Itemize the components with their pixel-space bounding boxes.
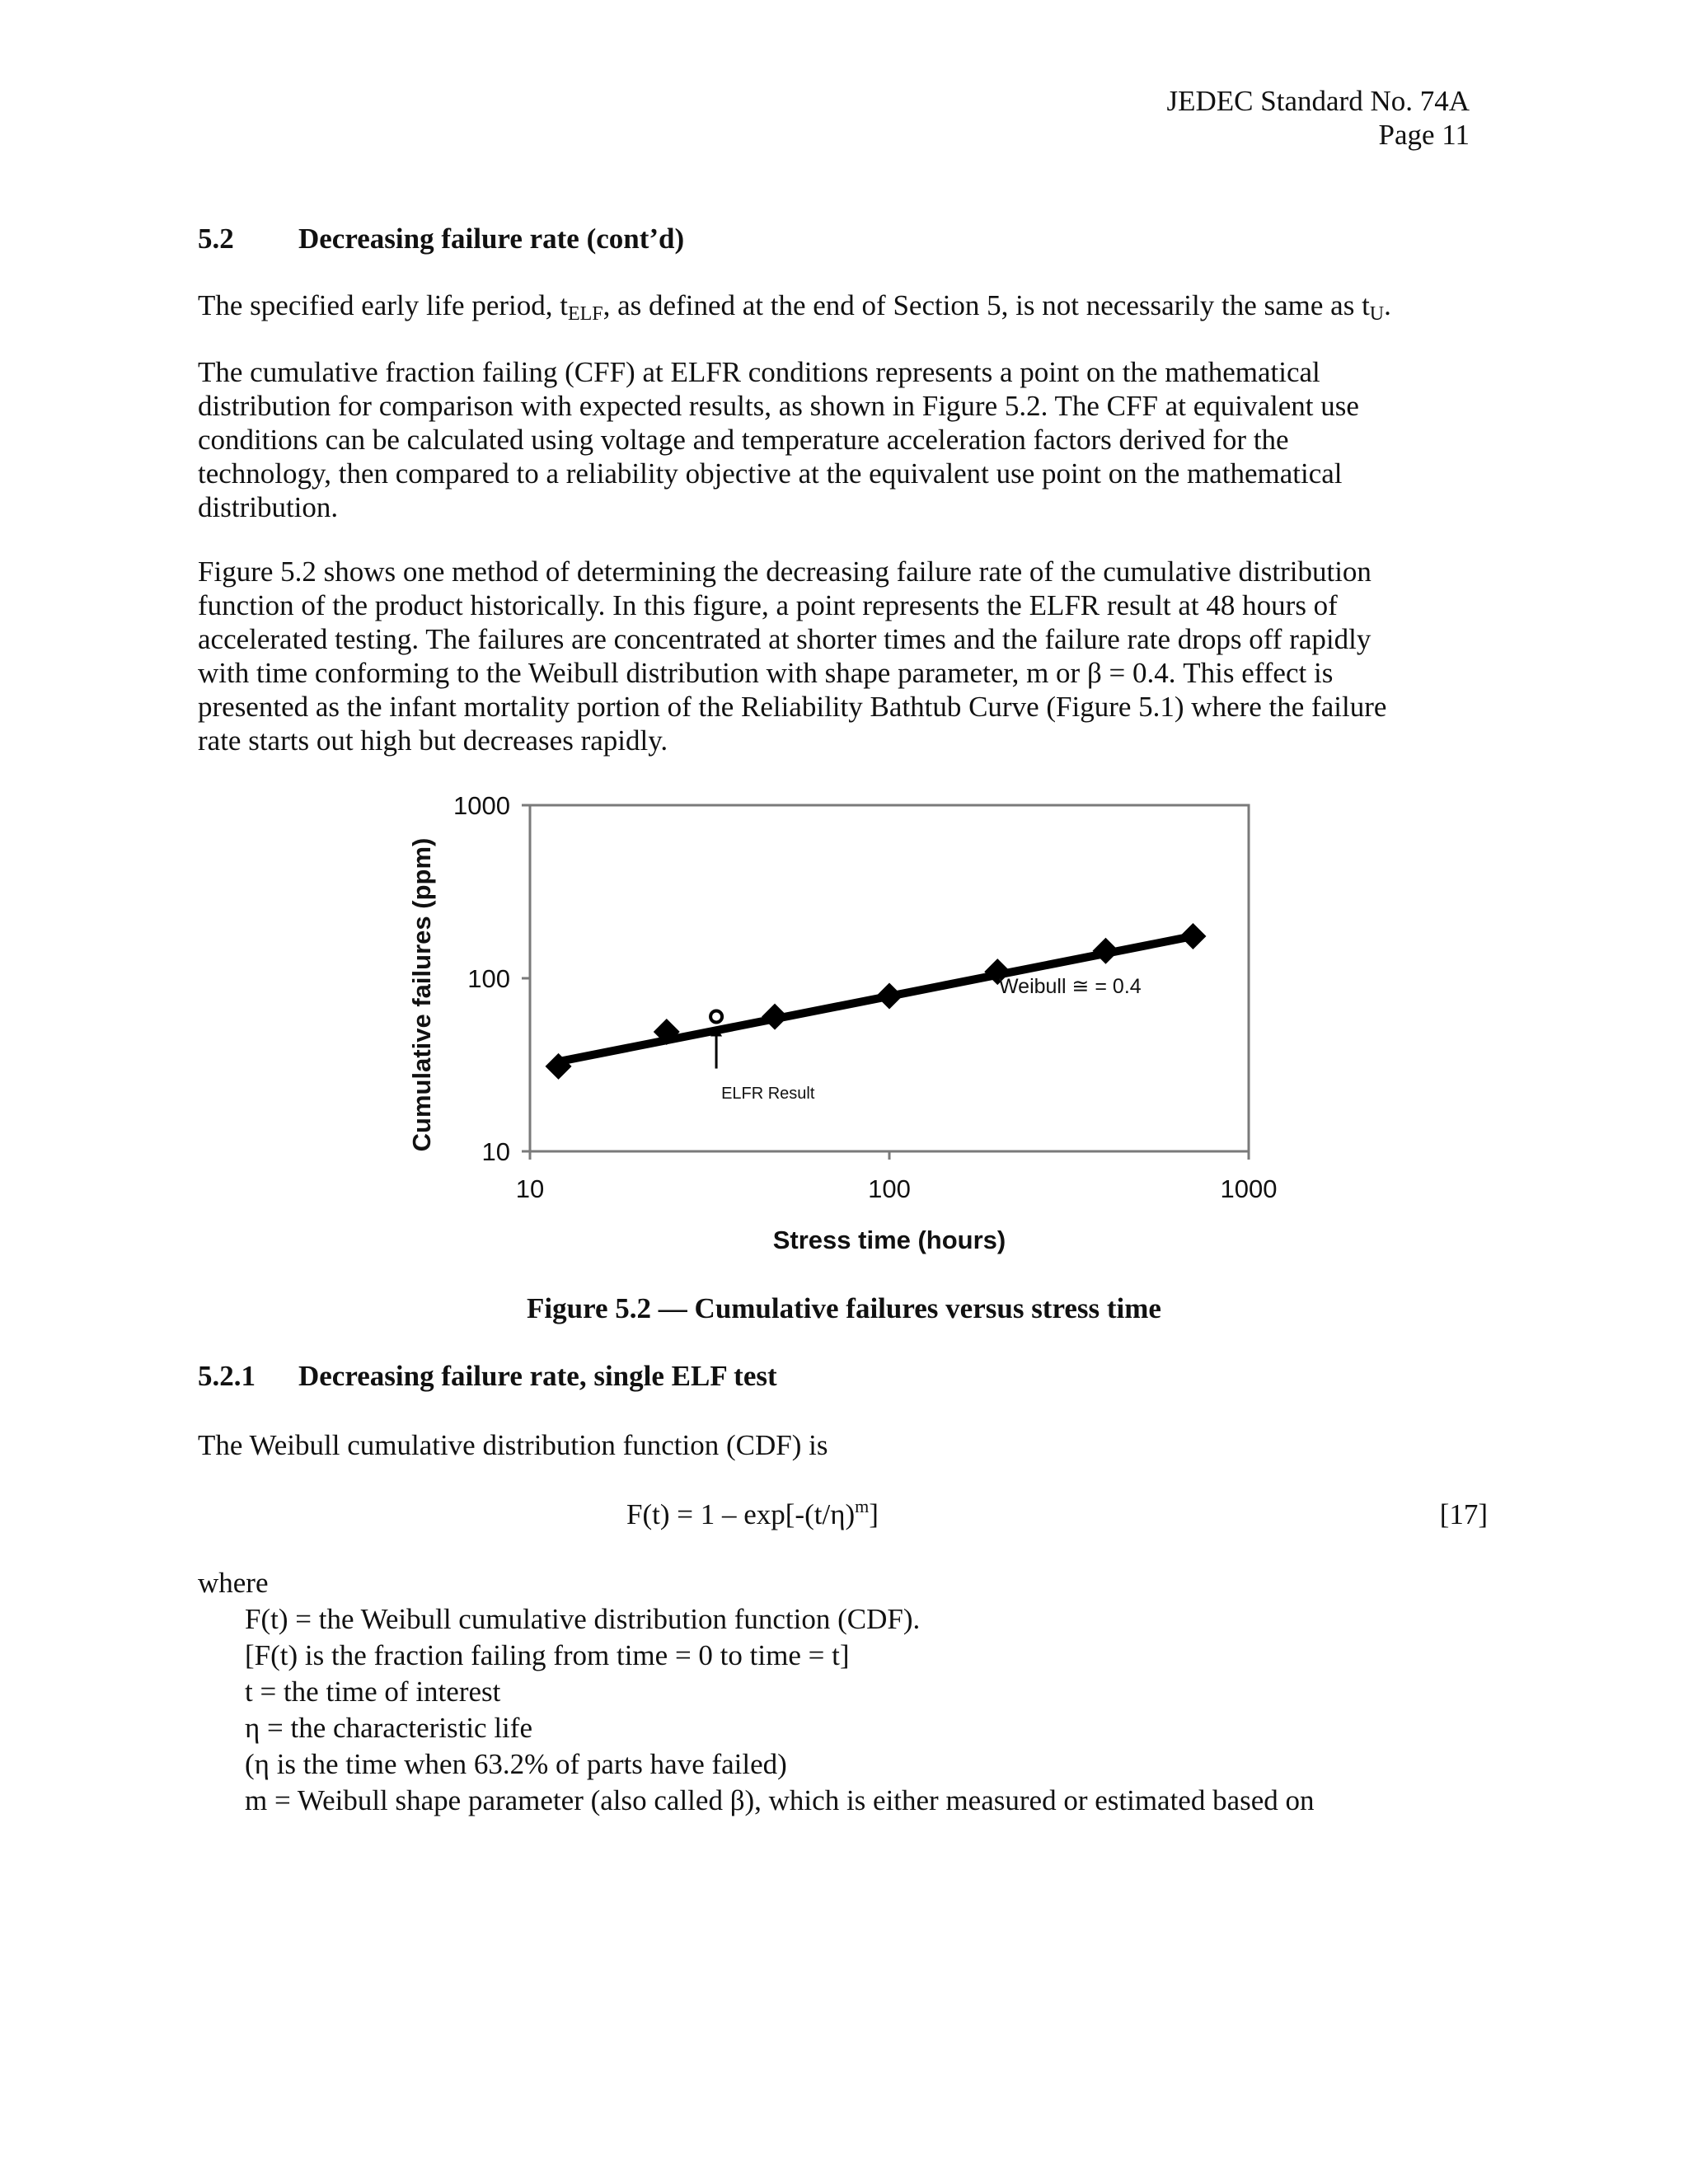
formula-base: F(t) = 1 – exp[-(t/η) <box>626 1498 856 1530</box>
section-heading-5-2 <box>198 223 684 255</box>
weibull-annotation: Weibull ≅ = 0.4 <box>999 975 1142 999</box>
definition-item: F(t) = the Weibull cumulative distribution function (CDF). <box>245 1603 921 1635</box>
paragraph-figure-description <box>198 555 1484 757</box>
para3-line: with time conforming to the Weibull distribution with shape parameter, m or β = 0.4. This effect is <box>198 657 1334 689</box>
para2-line: The cumulative fraction failing (CFF) at ELFR conditions represents a point on the mathematical <box>198 356 1320 388</box>
section-title: Decreasing failure rate, single ELF test <box>298 1360 777 1392</box>
definition-item: η = the characteristic life <box>245 1712 532 1744</box>
equation-number: [17] <box>1439 1498 1488 1530</box>
para2-line: distribution for comparison with expected results, as shown in Figure 5.2. The CFF at equivalent use <box>198 390 1359 422</box>
para3-line: function of the product historically. In this figure, a point represents the ELFR result at 48 hours of <box>198 589 1338 621</box>
figure-5-2-chart <box>396 791 1319 1277</box>
y-axis-title: Cumulative failures (ppm) <box>407 837 436 1152</box>
definitions-list <box>245 1601 1315 1819</box>
formula-exponent: m <box>855 1496 870 1516</box>
standard-number: JEDEC Standard No. 74A <box>1166 85 1470 117</box>
y-tick-label: 10 <box>481 1137 510 1166</box>
para2-line: technology, then compared to a reliability objective at the equivalent use point on the mathematical <box>198 457 1343 490</box>
chart-svg <box>396 791 1319 1277</box>
section-number: 5.2 <box>198 223 234 255</box>
para1-text-b: , as defined at the end of Section 5, is not necessarily the same as t <box>603 289 1370 321</box>
para2-line: distribution. <box>198 491 339 523</box>
definition-item: t = the time of interest <box>245 1675 501 1708</box>
figure-caption: Figure 5.2 — Cumulative failures versus stress time <box>527 1292 1161 1324</box>
formula-tail: ] <box>869 1498 879 1530</box>
elfr-result-label: ELFR Result <box>721 1085 815 1104</box>
y-tick-label: 100 <box>467 964 510 993</box>
para3-line: accelerated testing. The failures are concentrated at shorter times and the failure rate drops off rapidly <box>198 623 1372 655</box>
section-heading-5-2-1 <box>198 1360 777 1393</box>
paragraph-cff <box>198 355 1484 524</box>
x-tick-label: 100 <box>868 1174 911 1203</box>
para3-line: Figure 5.2 shows one method of determining the decreasing failure rate of the cumulative distribution <box>198 555 1372 588</box>
page-number: Page 11 <box>1378 119 1470 151</box>
section-number: 5.2.1 <box>198 1360 256 1392</box>
para2-line: conditions can be calculated using voltage and temperature acceleration factors derived for the <box>198 424 1289 456</box>
where-label: where <box>198 1567 269 1599</box>
para1-text-c: . <box>1384 289 1391 321</box>
cdf-intro: The Weibull cumulative distribution function (CDF) is <box>198 1429 828 1461</box>
definition-item: [F(t) is the fraction failing from time = 0 to time = t] <box>245 1639 850 1671</box>
x-axis <box>516 1151 1278 1203</box>
weibull-cdf-formula <box>626 1498 879 1531</box>
x-tick-label: 1000 <box>1220 1174 1278 1203</box>
y-axis <box>453 791 530 1166</box>
section-title: Decreasing failure rate (cont’d) <box>298 223 685 255</box>
para3-line: rate starts out high but decreases rapidly. <box>198 724 668 757</box>
paragraph-early-life <box>198 288 1484 325</box>
subscript-elf: ELF <box>567 303 603 325</box>
para3-line: presented as the infant mortality portion of the Reliability Bathtub Curve (Figure 5.1) where the failure <box>198 691 1387 723</box>
definition-item: (η is the time when 63.2% of parts have failed) <box>245 1748 787 1780</box>
page-header <box>1167 84 1470 152</box>
x-axis-title: Stress time (hours) <box>772 1226 1006 1254</box>
para1-text-a: The specified early life period, t <box>198 289 568 321</box>
subscript-u: U <box>1369 303 1385 325</box>
y-tick-label: 1000 <box>453 791 510 820</box>
x-tick-label: 10 <box>515 1174 545 1203</box>
definition-item: m = Weibull shape parameter (also called β), which is either measured or estimated based on <box>245 1784 1315 1816</box>
